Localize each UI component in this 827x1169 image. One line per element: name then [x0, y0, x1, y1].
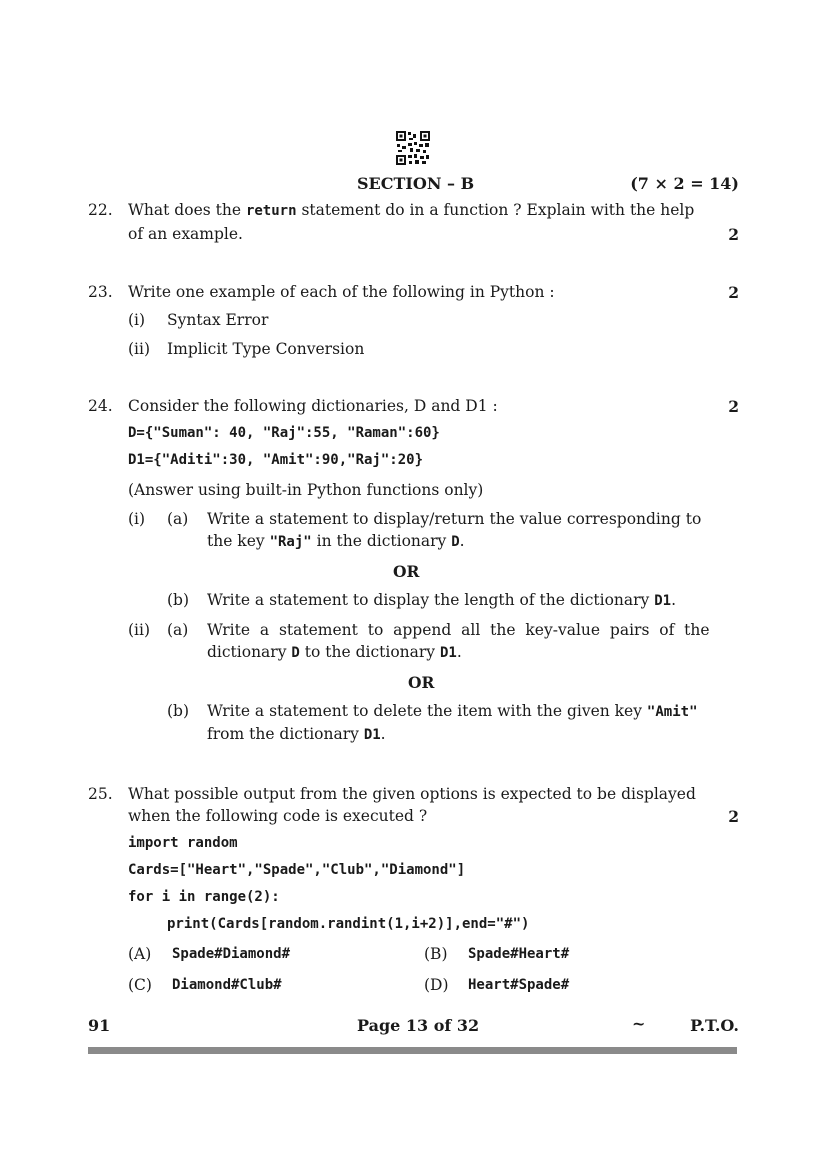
option-label: (a)	[167, 621, 189, 639]
question-text	[128, 201, 694, 219]
inline-code: D1	[439, 645, 457, 661]
inline-code: D1	[363, 727, 381, 743]
footer-rule	[88, 1047, 737, 1054]
inline-code: D1	[654, 593, 672, 609]
inline-code: "Raj"	[269, 534, 312, 550]
question-number: 23.	[88, 283, 113, 301]
question-text-line2: when the following code is executed ?	[128, 807, 428, 825]
text-segment: from the dictionary	[207, 725, 364, 743]
code-line: D1={"Aditi":30, "Amit":90,"Raj":20}	[128, 452, 424, 468]
section-title: SECTION – B	[357, 174, 475, 193]
option-label: (b)	[167, 702, 190, 720]
option-text: Spade#Diamond#	[172, 946, 291, 962]
text-segment: .	[456, 643, 462, 661]
question-text: Write one example of each of the following in Python :	[128, 283, 555, 301]
text-segment: to the dictionary	[299, 643, 440, 661]
question-marks: 2	[728, 397, 739, 416]
code-line: Cards=["Heart","Spade","Club","Diamond"]	[128, 862, 466, 878]
option-label: (a)	[167, 510, 189, 528]
option-label: (b)	[167, 591, 190, 609]
inline-code: D	[451, 534, 460, 550]
tilde-mark: ~	[632, 1014, 646, 1033]
subpart-text	[207, 591, 676, 609]
question-text: Consider the following dictionaries, D and D1 :	[128, 397, 498, 415]
item-label: (ii)	[128, 340, 151, 358]
paper-code: 91	[88, 1016, 111, 1035]
inline-code: return	[245, 203, 297, 219]
qr-code-icon	[396, 131, 430, 165]
text-segment: Write a statement to display the length of the dictionary	[207, 591, 655, 609]
question-number: 22.	[88, 201, 113, 219]
text-segment: the key	[207, 532, 270, 550]
option-label: (B)	[424, 945, 448, 963]
code-line: import random	[128, 835, 238, 851]
option-label: (A)	[128, 945, 152, 963]
code-line: print(Cards[random.randint(1,i+2)],end="#")	[167, 916, 530, 932]
question-marks: 2	[728, 283, 739, 302]
subpart-label: (ii)	[128, 621, 151, 639]
question-text: What possible output from the given options is expected to be displayed	[128, 785, 696, 803]
text-segment: in the dictionary	[311, 532, 452, 550]
item-label: (i)	[128, 311, 146, 329]
text-segment: .	[671, 591, 677, 609]
text-segment: .	[380, 725, 386, 743]
question-marks: 2	[728, 225, 739, 244]
inline-code: "Amit"	[646, 704, 698, 720]
option-text: Heart#Spade#	[468, 977, 570, 993]
option-label: (C)	[128, 976, 152, 994]
text-segment: .	[459, 532, 465, 550]
question-marks: 2	[728, 807, 739, 826]
subpart-label: (i)	[128, 510, 146, 528]
or-divider: OR	[393, 562, 420, 581]
text-segment: statement do in a function ? Explain with the help	[296, 201, 695, 219]
subpart-text-line2	[207, 532, 465, 550]
question-text-line2: of an example.	[128, 225, 243, 243]
code-line: for i in range(2):	[128, 889, 280, 905]
instruction-note: (Answer using built-in Python functions only)	[128, 481, 484, 499]
inline-code: D	[291, 645, 300, 661]
text-segment: dictionary	[207, 643, 292, 661]
item-text: Implicit Type Conversion	[167, 340, 365, 358]
code-line: D={"Suman": 40, "Raj":55, "Raman":60}	[128, 425, 440, 441]
subpart-text-line2	[207, 725, 386, 743]
page-number: Page 13 of 32	[357, 1016, 480, 1035]
subpart-text: Write a statement to append all the key-value pairs of the	[207, 621, 710, 639]
subpart-text	[207, 702, 698, 720]
option-label: (D)	[424, 976, 449, 994]
question-number: 25.	[88, 785, 113, 803]
option-text: Diamond#Club#	[172, 977, 282, 993]
question-number: 24.	[88, 397, 113, 415]
text-segment: What does the	[128, 201, 246, 219]
text-segment: Write a statement to delete the item with the given key	[207, 702, 647, 720]
item-text: Syntax Error	[167, 311, 269, 329]
or-divider: OR	[408, 673, 435, 692]
subpart-text-line2	[207, 643, 462, 661]
option-text: Spade#Heart#	[468, 946, 570, 962]
pto-label: P.T.O.	[690, 1016, 739, 1035]
section-marks: (7 × 2 = 14)	[630, 174, 739, 193]
subpart-text: Write a statement to display/return the value corresponding to	[207, 510, 702, 528]
